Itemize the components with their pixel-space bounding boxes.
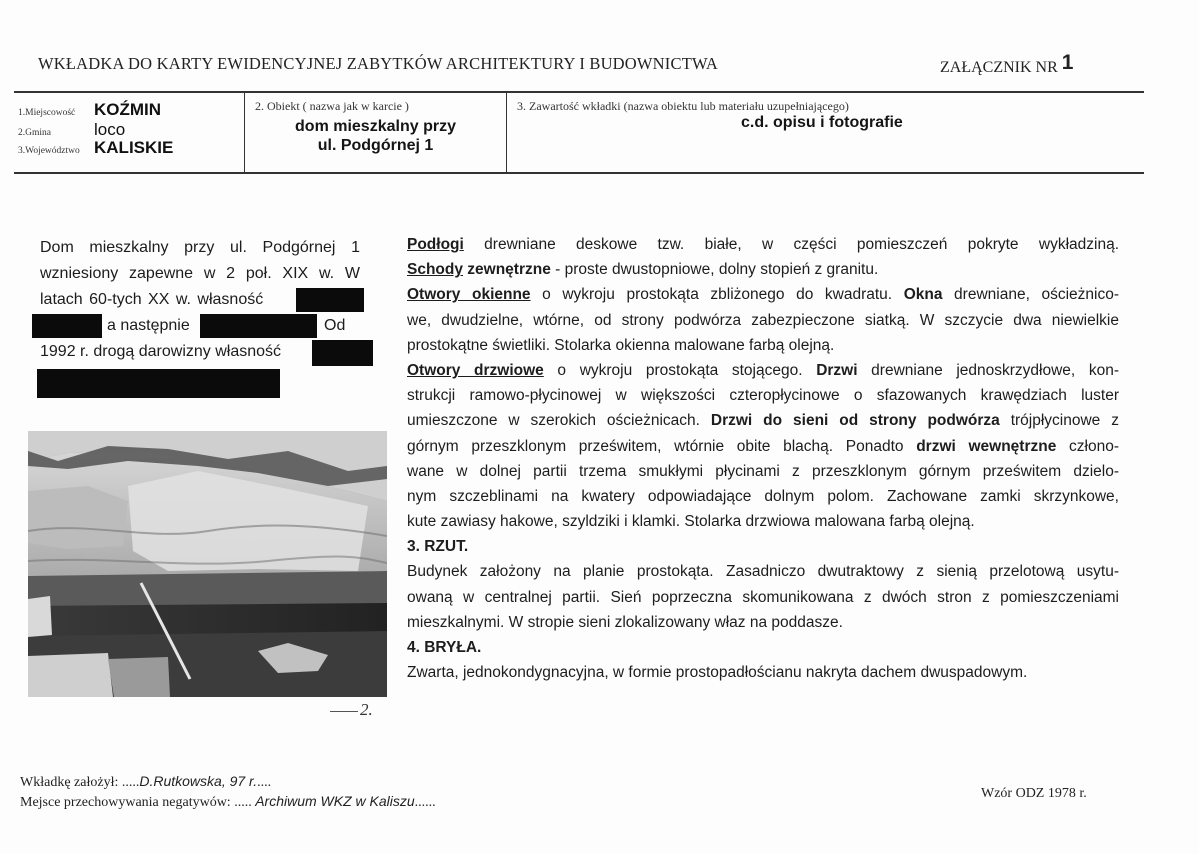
intro-line: Dom mieszkalny przy ul. Podgórnej 1 <box>40 239 360 256</box>
negative-storage-dots: ...... <box>414 795 436 810</box>
object-label: 2. Obiekt ( nazwa jak w karcie ) <box>255 99 409 113</box>
section-heading: Otwory drzwiowe <box>407 361 544 379</box>
description-text: o wykroju prostokąta zbliżonego do kwadratu. <box>530 286 904 304</box>
description-line <box>407 408 1119 433</box>
negative-storage-label: Mejsce przechowywania negatywów: ..... <box>20 795 256 810</box>
voivodeship-label: 3.Województwo <box>18 146 80 156</box>
description-text: drewniane jednoskrzydłowe, kon- <box>857 361 1120 379</box>
intro-line <box>40 287 360 313</box>
intro-line <box>40 365 360 391</box>
identification-table <box>14 91 1144 174</box>
description-line: mieszkalnymi. W stropie sieni zlokalizowany właz na poddasze. <box>407 613 843 631</box>
intro-line <box>40 313 360 339</box>
description-line: owaną w centralnej partii. Sień poprzeczna skomunikowana z dwóch stron z pomieszczeniami <box>407 588 1119 606</box>
description-bold: drzwi wewnętrzne <box>916 437 1057 455</box>
location-cell <box>14 93 245 172</box>
annex-label-text: ZAŁĄCZNIK NR <box>940 59 1058 76</box>
founded-by-value: D.Rutkowska, 97 r. <box>139 773 258 789</box>
description-bold: Okna <box>903 286 943 304</box>
form-template-id: Wzór ODZ 1978 r. <box>981 786 1087 801</box>
intro-line-text: Od <box>324 317 346 334</box>
description-line: Budynek założony na planie prostokąta. Zasadniczo dwutraktowy z sienią przelotową usytu- <box>407 563 1119 581</box>
redaction-block <box>200 314 317 338</box>
voivodeship-row <box>18 138 173 158</box>
description-bold: zewnętrzne <box>462 261 551 279</box>
commune-row <box>18 120 125 140</box>
description-line: strukcji ramowo-płycinowej w większości czteropłycinowe o sfazowanych krawędziach luster <box>407 387 1119 405</box>
section-heading: Otwory okienne <box>407 286 531 304</box>
description-line <box>407 358 1119 383</box>
section-title-rzut: 3. RZUT. <box>407 538 469 556</box>
intro-line <box>40 339 360 365</box>
footer-info <box>20 772 436 812</box>
building-photo <box>28 431 387 697</box>
place-value: KOŹMIN <box>94 100 162 119</box>
founded-by-dots: .... <box>257 775 272 790</box>
photo-image <box>28 431 387 697</box>
description-text: drewniane deskowe tzw. białe, w części pomieszczeń pokryte wykładziną. <box>463 236 1119 253</box>
description-line <box>407 282 1119 307</box>
description-text: człono- <box>1056 437 1119 455</box>
intro-line: wzniesiony zapewne w 2 poł. XIX w. W <box>40 265 360 282</box>
photo-number: 2. <box>360 700 373 719</box>
description-line <box>407 434 1119 459</box>
description-line: prostokątne świetliki. Stolarka okienna malowane farbą olejną. <box>407 336 835 354</box>
description-text: umieszczone w szerokich ościeżnicach. <box>407 412 711 430</box>
description-bold: Drzwi <box>816 361 858 379</box>
object-name-line1: dom mieszkalny przy <box>295 118 456 135</box>
form-title: WKŁADKA DO KARTY EWIDENCYJNEJ ZABYTKÓW ARCHITEKTURY I BUDOWNICTWA <box>38 54 719 73</box>
description-line <box>407 257 1119 282</box>
section-heading: Podłogi <box>407 236 464 253</box>
founded-by-label: Wkładkę założył: ..... <box>20 775 140 790</box>
photo-number-line <box>330 711 358 712</box>
annex-number: 1 <box>1061 51 1074 74</box>
redaction-block <box>37 369 280 398</box>
object-name <box>245 117 506 155</box>
insert-content-value: c.d. opisu i fotografie <box>741 114 903 131</box>
form-header <box>38 52 1163 82</box>
object-name-line2: ul. Podgórnej 1 <box>317 137 434 154</box>
description-text: - proste dwustopniowe, dolny stopień z granitu. <box>550 261 879 279</box>
section-heading: Schody <box>407 261 463 279</box>
description-line: we, dwudzielne, wtórne, od strony podwórza zabezpieczone siatką. W szczycie dwa niewielkie <box>407 311 1119 329</box>
intro-line-text: a następnie <box>107 317 190 334</box>
description-text: drewniane, ościeżnico- <box>942 286 1119 304</box>
description-bold: Drzwi do sieni od strony podwórza <box>710 412 1000 430</box>
commune-label: 2.Gmina <box>18 128 51 138</box>
description-line: Zwarta, jednokondygnacyjna, w formie prostopadłościanu nakryta dachem dwuspadowym. <box>407 664 1028 682</box>
negative-storage-value: Archiwum WKZ w Kaliszu <box>255 793 415 809</box>
description-line <box>407 232 1119 257</box>
description-line: kute zawiasy hakowe, szyldziki i klamki. Stolarka drzwiowa malowana farbą olejną. <box>407 513 975 531</box>
commune-value: loco <box>94 120 126 139</box>
redaction-block <box>32 314 102 338</box>
negative-storage-row <box>20 792 436 812</box>
description-text: górnym przeszklonym prześwitem, wtórnie obite blachą. Ponadto <box>407 437 917 455</box>
annex-label <box>940 51 1074 78</box>
building-description <box>407 232 1119 685</box>
place-label: 1.Miejscowość <box>18 108 76 118</box>
insert-content-label: 3. Zawartość wkładki (nazwa obiektu lub materiału uzupełniającego) <box>517 99 849 113</box>
insert-content-cell <box>507 93 1144 172</box>
redaction-block <box>296 288 364 312</box>
redaction-block <box>312 340 373 366</box>
description-line: nym szczeblinami na kwatery odpowiadające dolnym polom. Zachowane zamki skrzynkowe, <box>407 487 1119 505</box>
object-cell <box>245 93 507 172</box>
voivodeship-value: KALISKIE <box>94 138 174 157</box>
description-line: wane w dolnej partii trzema smukłymi płycinami z przeszklonym górnym prześwitem dzielo- <box>407 462 1119 480</box>
intro-line-text: 1992 r. drogą darowizny własność <box>40 343 282 360</box>
ownership-history <box>40 235 360 391</box>
intro-line-text: latach 60-tych XX w. własność <box>40 291 264 308</box>
founded-by-row <box>20 772 436 792</box>
description-text: trójpłycinowe z <box>999 412 1119 430</box>
place-row <box>18 100 161 120</box>
section-title-bryla: 4. BRYŁA. <box>407 639 482 656</box>
description-text: o wykroju prostokąta stojącego. <box>543 361 817 379</box>
